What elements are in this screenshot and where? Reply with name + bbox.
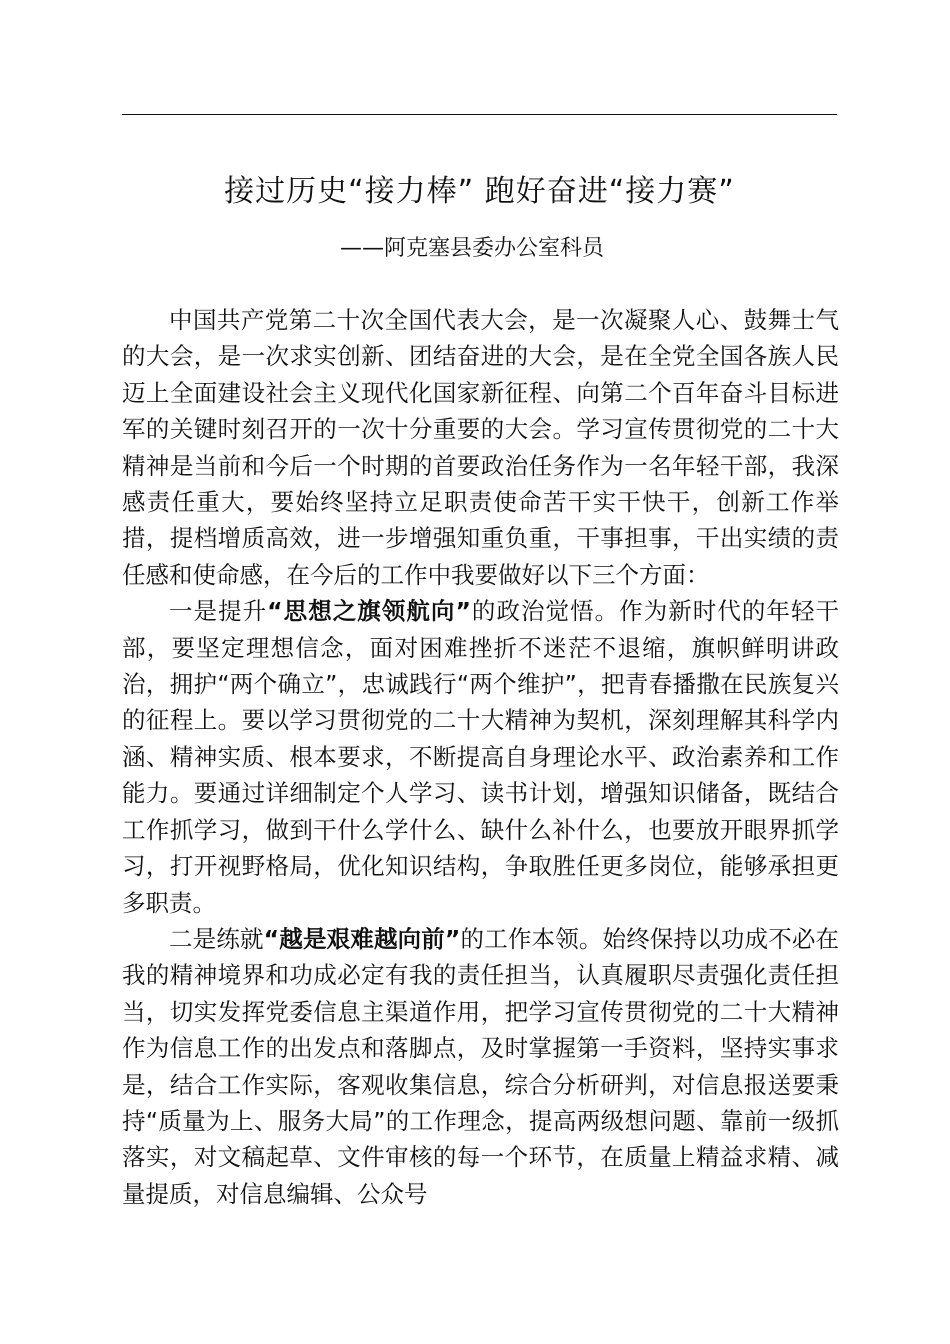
document-title: 接过历史“接力棒” 跑好奋进“接力赛” <box>224 174 735 209</box>
point-two-heading: “越是艰难越向前” <box>263 924 461 953</box>
point-one-text: 的政治觉悟。作为新时代的年轻干部，要坚定理想信念，面对困难挫折不迷茫不退缩，旗帜鲜明讲政治，拥护“两个确立”，忠诚践行“两个维护”，把青春播撒在民族复兴的征程上。要以学习贯彻党的二十大精神为契机，深刻理解其科学内涵、精神实质、根本要求，不断提高自身理论水平、政治素养和工作能力。要通过详细制定个人学习、读书计划，增强知识储备，既结合工作抓学习，做到干什么学什么、缺什么补什么，也要放开眼界抓学习，打开视野格局，优化知识结构，争取胜任更多岗位，能够承担更多职责。 <box>122 597 840 917</box>
document-subtitle: ——阿克塞县委办公室科员 <box>340 236 605 261</box>
header-rule <box>122 114 837 115</box>
paragraph-intro <box>122 302 839 593</box>
paragraph-intro-text: 中国共产党第二十次全国代表大会，是一次凝聚人心、鼓舞士气的大会，是一次求实创新、团结奋进的大会，是在全党全国各族人民迈上全面建设社会主义现代化国家新征程、向第二个百年奋斗目标进军的关键时刻召开的一次十分重要的大会。学习宣传贯彻党的二十大精神是当前和今后一个时期的首要政治任务作为一名年轻干部，我深感责任重大，要始终坚持立足职责使命苦干实干快干，创新工作举措，提档增质高效，进一步增强知重负重，干事担事，干出实绩的责任感和使命感，在今后的工作中我要做好以下三个方面： <box>122 306 839 589</box>
paragraph-point-two <box>122 921 839 1212</box>
point-two-text: 的工作本领。始终保持以功成不必在我的精神境界和功成必定有我的责任担当，认真履职尽责强化责任担当，切实发挥党委信息主渠道作用，把学习宣传贯彻党的二十大精神作为信息工作的出发点和落脚点，及时掌握第一手资料，坚持实事求是，结合工作实际，客观收集信息，综合分析研判，对信息报送要秉持“质量为上、服务大局”的工作理念，提高两级想问题、靠前一级抓落实，对文稿起草、文件审核的每一个环节，在质量上精益求精、减量提质，对信息编辑、公众号 <box>122 924 840 1208</box>
point-two-label: 二是练就 <box>169 924 264 953</box>
point-one-label: 一是提升 <box>169 597 268 626</box>
document-body <box>122 302 839 1212</box>
point-one-heading: “思想之旗领航向” <box>267 597 471 626</box>
paragraph-point-one <box>122 593 839 921</box>
